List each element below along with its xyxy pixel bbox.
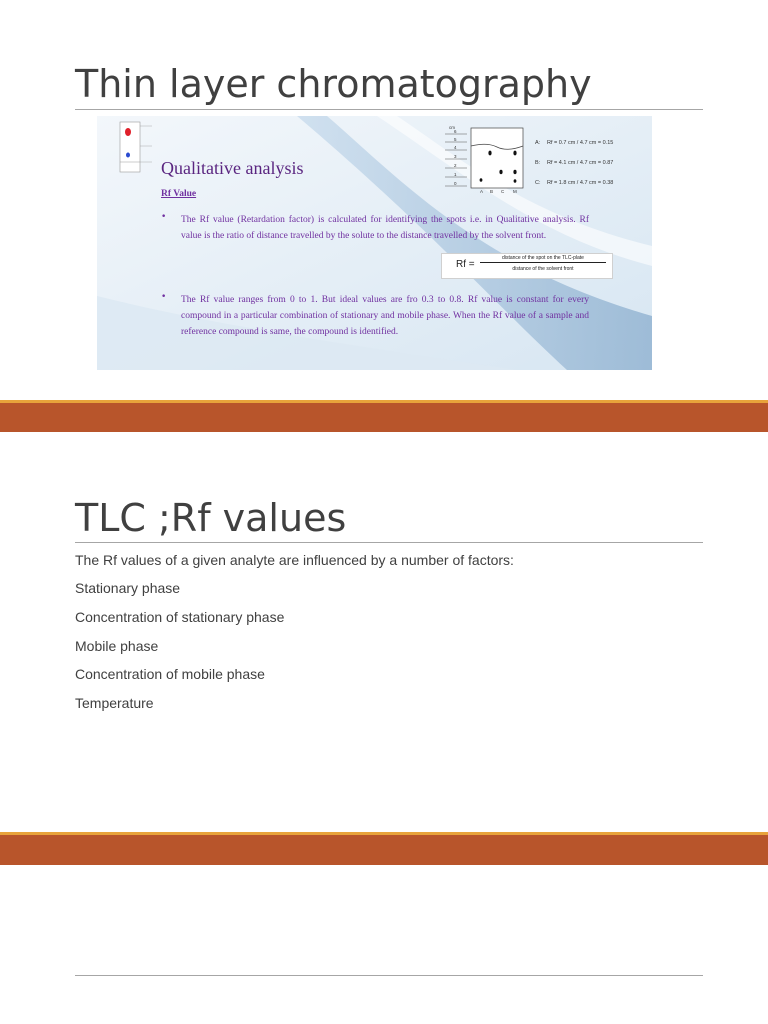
- rf-formula: [441, 253, 613, 279]
- rf-calc-c: Rf = 1.8 cm / 4.7 cm = 0.38: [547, 180, 614, 186]
- plate-axis-label: cm: [449, 125, 455, 130]
- slide-1-title: Thin layer chromatography: [75, 62, 592, 106]
- qualitative-analysis-image: [97, 116, 652, 370]
- factor-mobile-phase: Mobile phase: [75, 638, 159, 654]
- rf-formula-numerator: distance of the spot on the TLC-plate: [480, 255, 606, 263]
- factor-temperature: Temperature: [75, 695, 154, 711]
- plate-tick-4: 4: [454, 145, 457, 150]
- slide-1-title-rule: [75, 109, 703, 110]
- rf-calc-a-label: A:: [535, 140, 541, 146]
- slide-2-intro: The Rf values of a given analyte are influenced by a number of factors:: [75, 552, 514, 568]
- bullet-marker-2: •: [161, 292, 167, 302]
- slide-1: [0, 0, 768, 400]
- rf-formula-lhs: Rf =: [456, 259, 475, 270]
- plate-lane-b: B: [490, 189, 494, 194]
- slide-1-footer-accent: [0, 400, 768, 403]
- slide-3-title-rule: [75, 975, 703, 976]
- image-heading: Qualitative analysis: [161, 158, 304, 178]
- slide-1-footer-band: [0, 400, 768, 432]
- slide-2: [0, 432, 768, 832]
- slide-2-title: TLC ;Rf values: [75, 496, 347, 540]
- factor-concentration-mobile-phase: Concentration of mobile phase: [75, 666, 265, 682]
- rf-calc-a: Rf = 0.7 cm / 4.7 cm = 0.15: [547, 140, 614, 146]
- rf-calc-c-label: C:: [535, 180, 541, 186]
- plate-tick-6: 6: [454, 129, 457, 134]
- plate-tick-3: 3: [454, 154, 457, 159]
- image-bullet-1: The Rf value (Retardation factor) is calculated for identifying the spots i.e. in Qualitative analysis. Rf value is the ratio of distance travelled by the solute to the distance travelled by the solvent front.: [181, 215, 589, 241]
- image-subheading: Rf Value: [161, 189, 197, 199]
- plate-tick-1: 1: [454, 172, 457, 177]
- factor-stationary-phase: Stationary phase: [75, 580, 181, 596]
- slide-3: [0, 865, 768, 1024]
- plate-tick-2: 2: [454, 163, 457, 168]
- factor-concentration-stationary-phase: Concentration of stationary phase: [75, 609, 285, 625]
- bullet-marker-1: •: [161, 212, 167, 222]
- slide-2-title-rule: [75, 542, 703, 543]
- rf-formula-denominator: distance of the solvent front: [512, 266, 574, 272]
- plate-tick-0: 0: [454, 181, 457, 186]
- plate-lane-m: M: [513, 189, 517, 194]
- plate-tick-5: 5: [454, 137, 457, 142]
- slide-2-footer-accent: [0, 832, 768, 835]
- plate-lane-c: C: [501, 189, 505, 194]
- image-bullet-2: The Rf value ranges from 0 to 1. But ideal values are fro 0.3 to 0.8. Rf value is constant for every compound in a particular combination of stationary and mobile phase. When the Rf value of a sample and reference compound is same, the compound is identified.: [181, 295, 589, 337]
- rf-calc-b-label: B:: [535, 160, 541, 166]
- slide-2-footer-band: [0, 832, 768, 865]
- plate-lane-a: A: [480, 189, 484, 194]
- rf-calc-b: Rf = 4.1 cm / 4.7 cm = 0.87: [547, 160, 614, 166]
